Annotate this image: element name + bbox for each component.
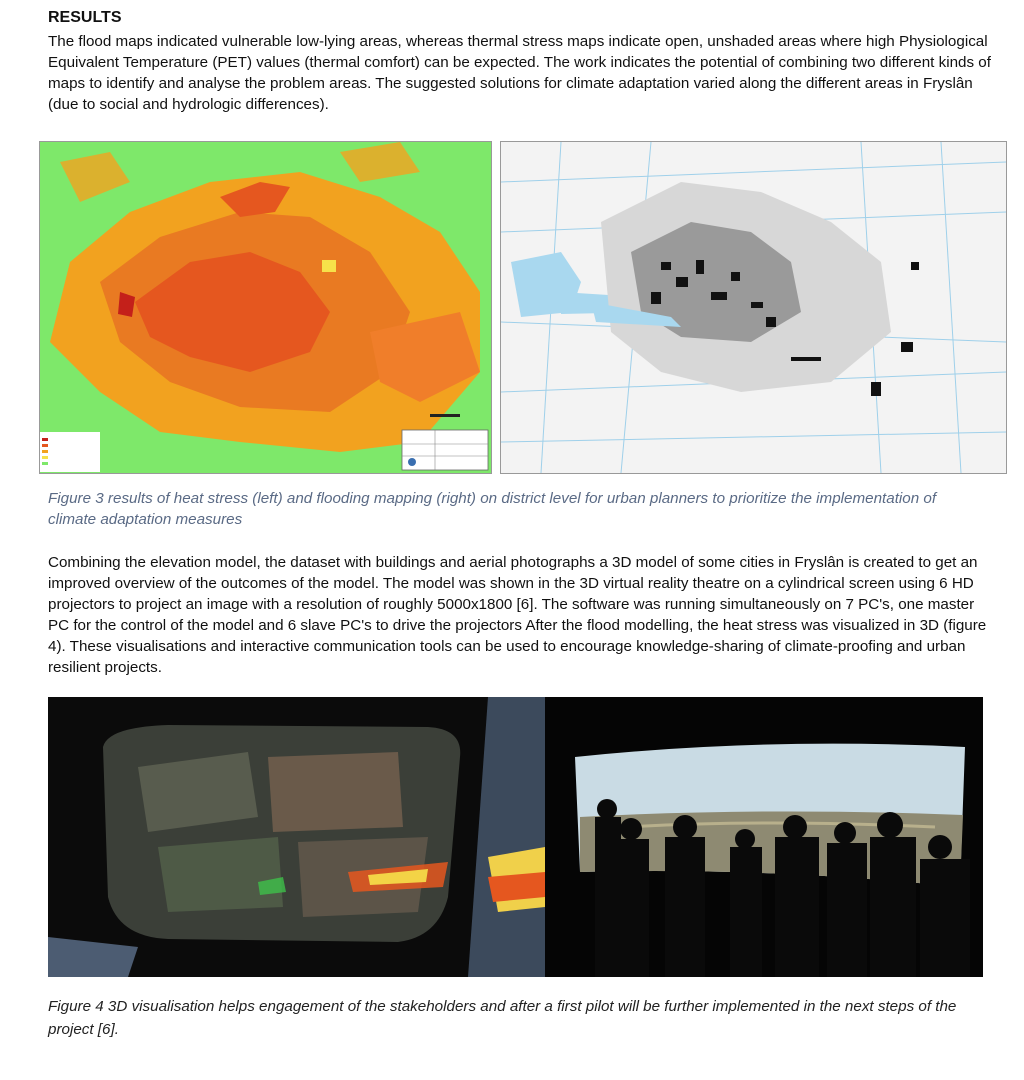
- figure-4-caption: Figure 4 3D visualisation helps engagement of the stakeholders and after a first pilot will be further implemented in the next steps of the project [6].: [48, 998, 957, 1038]
- section-heading: RESULTS: [48, 9, 122, 26]
- heat-stress-map-image: [39, 141, 492, 474]
- figure-3-caption: Figure 3 results of heat stress (left) and flooding mapping (right) on district level for urban planners to prioritize the implementation of climate adaptation measures: [48, 490, 937, 528]
- paragraph-3d-model: Combining the elevation model, the dataset with buildings and aerial photographs a 3D model of some cities in Fryslân is created to get an improved overview of the outcomes of the model. The model was shown in the 3D virtual reality theatre on a cylindrical screen using 6 HD projectors to project an image with a resolution of roughly 5000x1800 [6]. The software was running simultaneously on 7 PC's, one master PC for the control of the model and 6 slave PC's to drive the projectors After the flood modelling, the heat stress was visualized in 3D (figure 4). These visualisations and interactive communication tools can be used to encourage knowledge-sharing of climate-proofing and urban resilient projects.: [48, 554, 987, 676]
- 3d-glasses-view-image: [48, 697, 545, 977]
- flood-map-image: [500, 141, 1007, 474]
- vr-theatre-audience-image: [545, 697, 983, 977]
- paragraph-results: The flood maps indicated vulnerable low-lying areas, whereas thermal stress maps indicate open, unshaded areas where high Physiological Equivalent Temperature (PET) values (thermal comfort) can be expected. The work indicates the potential of combining two different kinds of maps to identify and analyse the problem areas. The suggested solutions for climate adaptation varied along the different areas in Fryslân (due to social and hydrologic differences).: [48, 33, 991, 113]
